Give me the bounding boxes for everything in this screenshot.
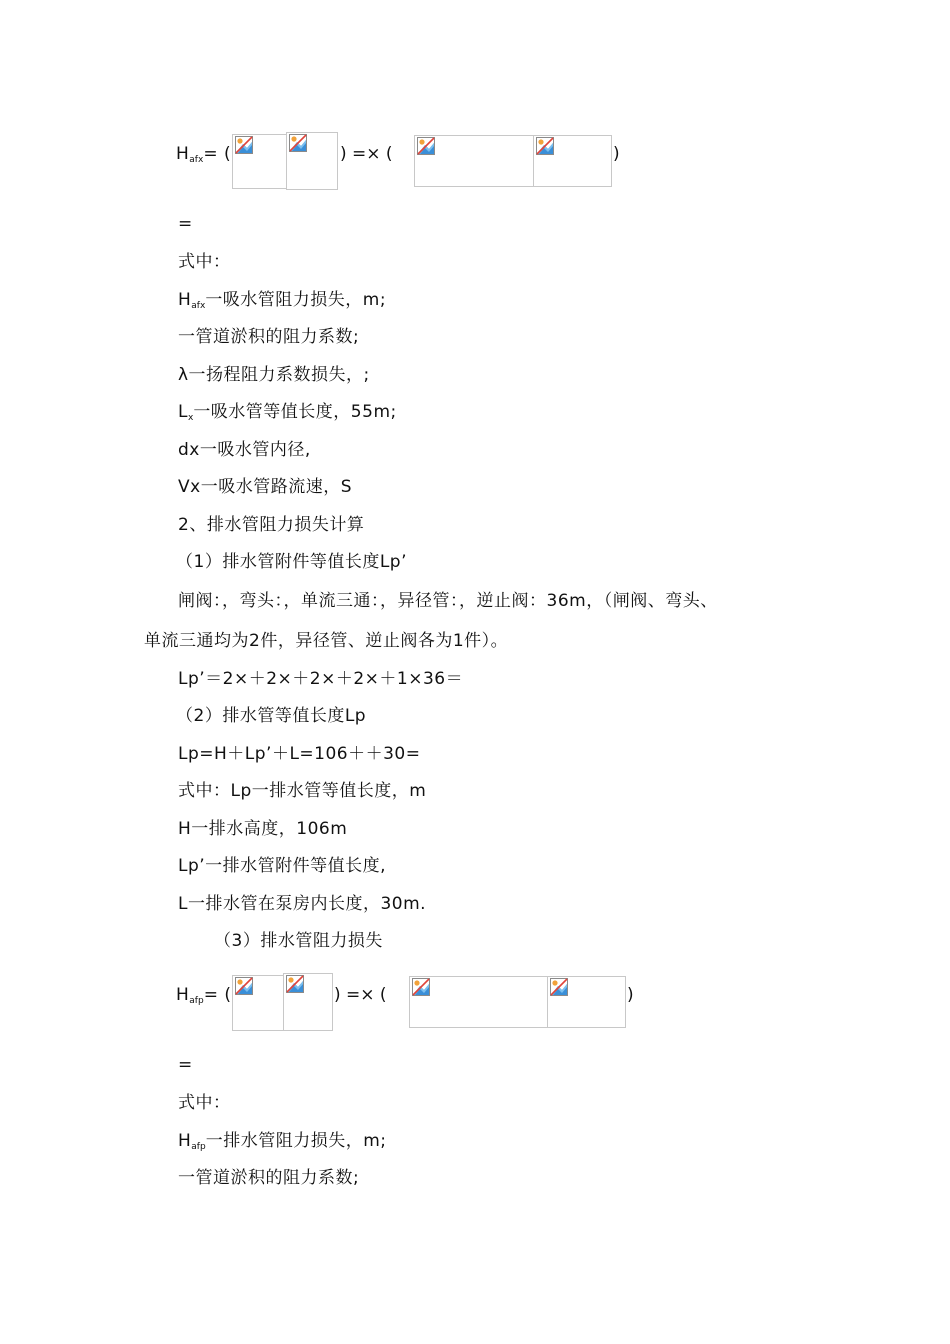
formula-hafp-sub: afp	[189, 996, 204, 1006]
def-hafp-main: H	[178, 1131, 192, 1151]
formula-hafx-lhs: H	[176, 144, 190, 164]
formula-hafp-end: )	[627, 985, 634, 1005]
def-silting-coef: 一管道淤积的阻力系数;	[178, 1168, 360, 1188]
broken-image-icon	[235, 136, 253, 154]
broken-image-icon	[286, 975, 304, 993]
formula-image-box	[409, 976, 549, 1028]
formula-image-box	[286, 132, 338, 190]
broken-image-icon	[536, 137, 554, 155]
formula-image-box	[283, 973, 333, 1031]
def-lambda: λ一扬程阻力系数损失，;	[178, 365, 370, 385]
formula-image-box	[232, 975, 285, 1031]
formula-hafp	[176, 984, 231, 1012]
equals-line: =	[178, 1055, 193, 1075]
section-heading: 2、排水管阻力损失计算	[178, 515, 365, 535]
formula-image-box	[414, 135, 535, 187]
formula-image-box	[232, 134, 288, 189]
def-hafx	[178, 289, 386, 317]
formula-hafp-eq: = (	[203, 985, 232, 1005]
paragraph-line: 单流三通均为2件，异径管、逆止阀各为1件）。	[144, 631, 509, 651]
def-silting-coef: 一管道淤积的阻力系数;	[178, 327, 360, 347]
formula-hafx-sub: afx	[189, 155, 204, 165]
def-dx: dx一吸水管内径,	[178, 440, 311, 460]
equation-lp: Lp=H＋Lp’＋L=106＋＋30=	[178, 744, 421, 764]
broken-image-icon	[289, 134, 307, 152]
subsection-heading: （1）排水管附件等值长度Lp’	[176, 552, 407, 572]
def-h: H一排水高度，106m	[178, 819, 348, 839]
broken-image-icon	[550, 978, 568, 996]
formula-hafx-mid: ) =× (	[340, 144, 393, 164]
subsection-heading: （2）排水管等值长度Lp	[176, 706, 367, 726]
def-l: L一排水管在泵房内长度，30m.	[178, 894, 427, 914]
broken-image-icon	[417, 137, 435, 155]
paragraph-line: 闸阀：，弯头：，单流三通：，异径管：，逆止阀：36m，（闸阀、弯头、	[178, 591, 718, 611]
equals-line: =	[178, 214, 193, 234]
where-label: 式中：	[178, 1093, 231, 1113]
def-lp: 式中：Lp一排水管等值长度，m	[178, 781, 427, 801]
def-lx	[178, 401, 397, 429]
where-label: 式中：	[178, 252, 231, 272]
def-lx-sub: x	[187, 413, 194, 423]
subsection-heading: （3）排水管阻力损失	[214, 931, 383, 951]
def-hafp-text: 一排水管阻力损失，m;	[205, 1131, 387, 1151]
def-hafx-sub: afx	[191, 301, 206, 311]
formula-hafx-eq: = (	[203, 144, 232, 164]
def-hafp-sub: afp	[191, 1142, 206, 1152]
def-lp-prime: Lp’一排水管附件等值长度,	[178, 856, 387, 876]
def-hafx-main: H	[178, 290, 192, 310]
def-lx-text: 一吸水管等值长度，55m;	[193, 402, 397, 422]
formula-image-box	[533, 135, 612, 187]
formula-hafx-end: )	[613, 144, 620, 164]
broken-image-icon	[412, 978, 430, 996]
equation-lp-prime: Lp’＝2×＋2×＋2×＋2×＋1×36＝	[178, 669, 464, 689]
formula-image-box	[547, 976, 626, 1028]
def-vx: Vx一吸水管路流速，S	[178, 477, 352, 497]
formula-hafp-mid: ) =× (	[334, 985, 387, 1005]
def-hafx-text: 一吸水管阻力损失，m;	[205, 290, 387, 310]
formula-hafx	[176, 143, 231, 171]
formula-hafp-lhs: H	[176, 985, 190, 1005]
broken-image-icon	[235, 977, 253, 995]
def-lx-main: L	[178, 402, 188, 422]
def-hafp	[178, 1130, 387, 1158]
